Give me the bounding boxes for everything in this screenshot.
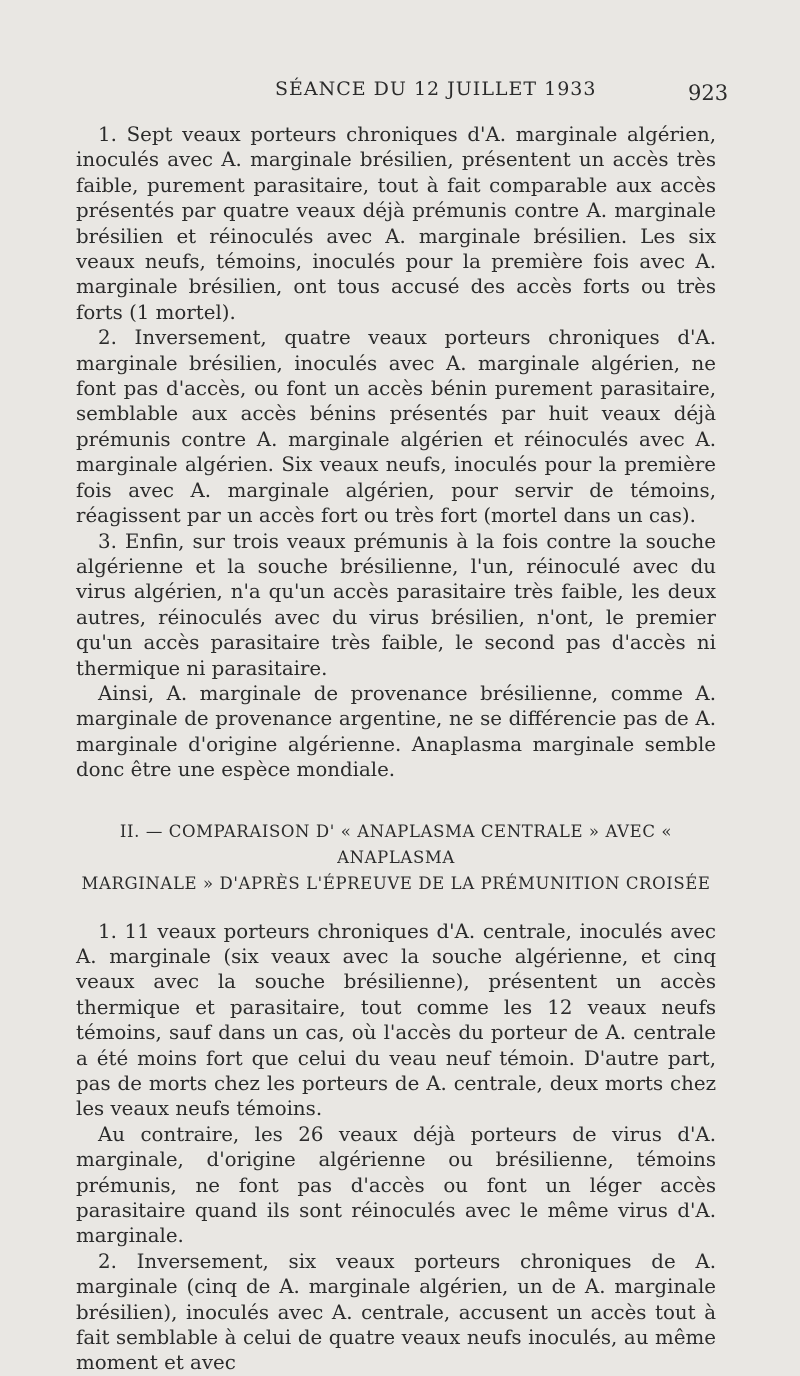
paragraph: 3. Enfin, sur trois veaux prémunis à la fois contre la souche algérienne et la souche brésilienne, l'un, réinoculé avec du virus algérien, n'a qu'un accès parasitaire très faible, les deux autres, réinoculés avec du virus brésilien, n'ont, le premier qu'un accès parasitaire très faible, le second pas d'accès ni thermique ni parasitaire. [76,529,716,680]
paragraph: 1. Sept veaux porteurs chroniques d'A. marginale algérien, inoculés avec A. marginale brésilien, présentent un accès très faible, purement parasitaire, tout à fait comparable aux accès présentés par quatre veaux déjà prémunis contre A. marginale brésilien et réinoculés avec A. marginale brésilien. Les six veaux neufs, témoins, inoculés pour la première fois avec A. marginale brésilien, ont tous accusé des accès forts ou très forts (1 mortel). [76,123,716,324]
paragraph: 2. Inversement, six veaux porteurs chroniques de A. marginale (cinq de A. marginale algérien, un de A. marginale brésilien), inoculés avec A. centrale, accusent un accès tout à fait semblable à celui de quatre veaux neufs inoculés, au même moment et avec [76,1249,716,1375]
paragraph: 1. 11 veaux porteurs chroniques d'A. centrale, inoculés avec A. marginale (six veaux avec la souche algérienne, et cinq veaux avec la souche brésilienne), présentent un accès thermique et parasitaire, tout comme les 12 veaux neufs témoins, sauf dans un cas, où l'accès du porteur de A. centrale a été moins fort que celui du veau neuf témoin. D'autre part, pas de morts chez les porteurs de A. centrale, deux morts chez les veaux neufs témoins. [76,919,716,1121]
section-heading [76,819,716,897]
paragraph: Ainsi, A. marginale de provenance brésilienne, comme A. marginale de provenance argentine, ne se différencie pas de A. marginale d'origine algérienne. Anaplasma marginale semble donc être une espèce mondiale. [76,681,716,782]
paragraph: 2. Inversement, quatre veaux porteurs chroniques d'A. marginale brésilien, inoculés avec A. marginale algérien, ne font pas d'accès, ou font un accès bénin purement parasitaire, semblable aux accès bénins présentés par huit veaux déjà prémunis contre A. marginale algérien et réinoculés avec A. marginale algérien. Six veaux neufs, inoculés pour la première fois avec A. marginale algérien, pour servir de témoins, réagissent par un accès fort ou très fort (mortel dans un cas). [76,326,716,528]
section-heading-line: MARGINALE » D'APRÈS L'ÉPREUVE DE LA PRÉMUNITION CROISÉE [81,873,711,893]
section-heading-line: II. — COMPARAISON D' « ANAPLASMA CENTRALE » AVEC « ANAPLASMA [119,821,673,867]
running-head: SÉANCE DU 12 JUILLET 1933 [275,78,597,100]
page-number: 923 [688,81,729,105]
paragraph: Au contraire, les 26 veaux déjà porteurs de virus d'A. marginale, d'origine algérienne ou brésilienne, témoins prémunis, ne font pas d'accès ou font un léger accès parasitaire quand ils sont réinoculés avec le même virus d'A. marginale. [76,1122,716,1248]
body-text [76,122,716,1376]
page-header [0,78,800,108]
